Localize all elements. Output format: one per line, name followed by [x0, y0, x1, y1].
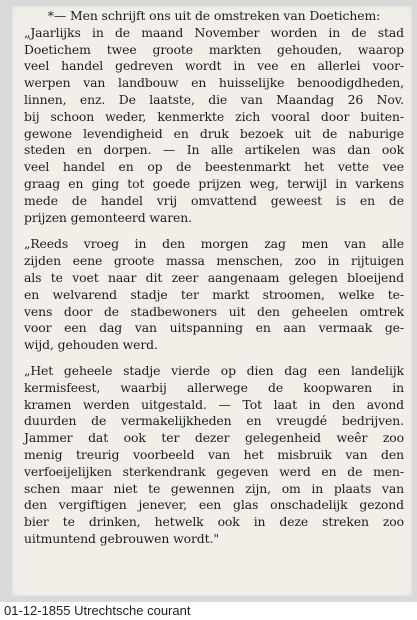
text-line: bier te drinken, hetwelk ook in deze streken zoo [24, 514, 404, 530]
article-body [24, 8, 404, 548]
text-line: schen maar niet te gewennen zijn, om in plaats van [24, 480, 404, 496]
text-line: steden en dorpen. — In alle artikelen was dan ook [24, 142, 404, 158]
text-line: Jammer dat ook ter dezer gelegenheid weêr zoo [24, 430, 404, 446]
text-line: veel handel gedreven wordt in vee en allerlei voor- [24, 58, 404, 74]
text-line: Doetichem twee groote markten gehouden, waarop [24, 41, 404, 57]
text-line: prijzen gemonteerd waren. [24, 209, 192, 225]
paragraph-gap [24, 226, 404, 236]
article-header: *— Men schrijft ons uit de omstreken van Doetichem: [47, 8, 381, 23]
text-line: „Het geheele stadje vierde op dien dag een landelijk [24, 362, 404, 378]
text-line: linnen, enz. De laatste, die van Maandag 26 Nov. [24, 91, 404, 107]
text-line: „Jaarlijks in de maand November worden in de stad [24, 24, 404, 40]
newspaper-clipping [12, 6, 412, 596]
text-line: zijden eene groote massa menschen, zoo in rijtuigen [24, 253, 404, 269]
paragraph-gap [24, 354, 404, 363]
text-line: den vergiftigen jenever, een glas onschadelijk gezond [24, 497, 404, 513]
text-line: kramen werden uitgestald. — Tot laat in den avond [24, 396, 404, 412]
text-line: „Reeds vroeg in den morgen zag men van alle [24, 236, 404, 252]
text-line: bij schoon weder, kenmerkte zich vooral door buiten- [24, 108, 404, 124]
text-line: als te voet naar dit zeer aangenaam gelegen bloeijend [24, 269, 404, 285]
text-line: verfoeijelijken sterkendrank gegeven werd en de men- [24, 463, 404, 479]
text-line: gewone levendigheid en druk bezoek uit de naburige [24, 125, 404, 141]
text-line: graag en ging tot goede prijzen weg, terwijl in varkens [24, 175, 404, 191]
paragraph-1 [24, 25, 404, 227]
text-line: uitmuntend gebrouwen wordt." [24, 530, 219, 546]
text-line: en welvarend stadje ter markt stroomen, welke te- [24, 286, 404, 302]
text-line: wijd, gehouden werd. [24, 337, 158, 353]
paragraph-3 [24, 363, 404, 548]
text-line: menig treurig voorbeeld van het misbruik van den [24, 446, 404, 462]
text-line: mede de handel vrij omvattend geweest is en de [24, 192, 404, 208]
text-line: werpen van landbouw en huisselijke benoodigdheden, [24, 75, 404, 91]
text-line: kermisfeest, waarbij allerwege de koopwaren in [24, 379, 404, 395]
text-line: voor een dag van uitspanning en aan vermaak ge- [24, 320, 404, 336]
paragraph-2 [24, 236, 404, 354]
text-line: vens door de stadbewoners uit den geheelen omtrek [24, 303, 404, 319]
text-line: veel handel en op de beestenmarkt het vette vee [24, 159, 404, 175]
source-caption: 01-12-1855 Utrechtsche courant [4, 603, 191, 618]
text-line: duurden de vermakelijkheden en vreugdé bedrijven. [24, 413, 404, 429]
